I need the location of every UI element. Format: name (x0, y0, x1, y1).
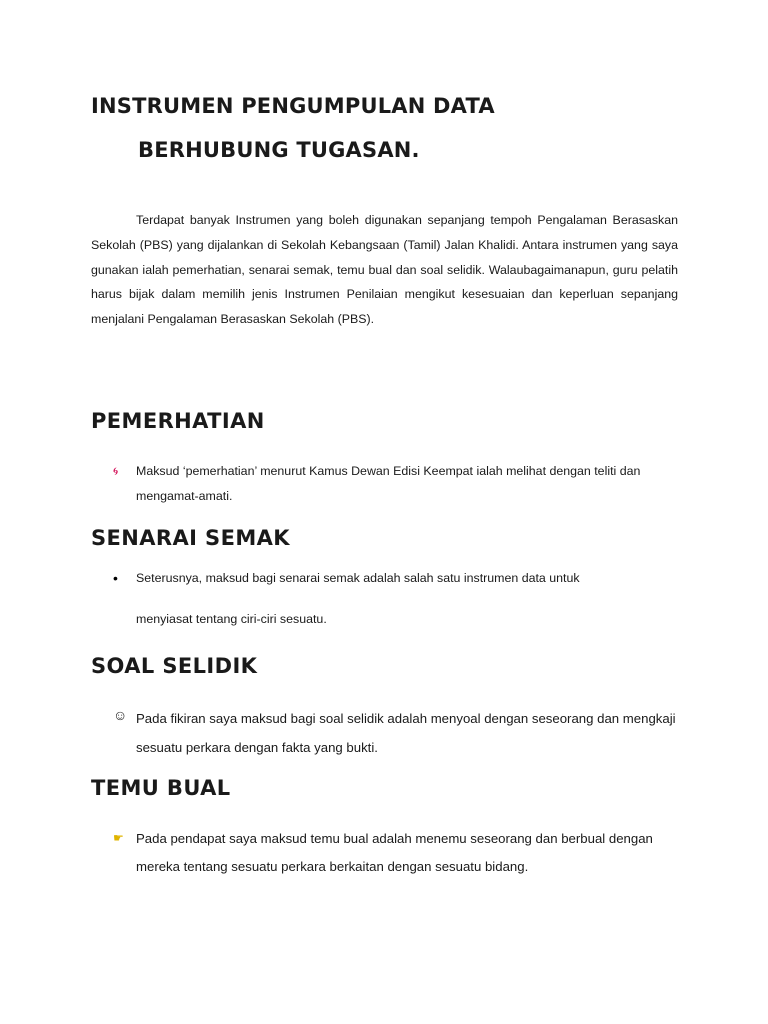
heading-temu-bual: TEMU BUAL (91, 776, 231, 800)
heading-pemerhatian: PEMERHATIAN (91, 409, 265, 433)
title-line-1: INSTRUMEN PENGUMPULAN DATA (91, 94, 495, 118)
item-senarai-semak-line-1: Seterusnya, maksud bagi senarai semak adalah salah satu instrumen data untuk (136, 571, 580, 585)
round-bullet-icon: • (113, 570, 118, 586)
item-pemerhatian: Maksud ‘pemerhatian’ menurut Kamus Dewan Edisi Keempat ialah melihat dengan teliti dan mengamat-amati. (136, 464, 641, 503)
intro-paragraph: Terdapat banyak Instrumen yang boleh digunakan sepanjang tempoh Pengalaman Berasaskan Sekolah (PBS) yang dijalankan di Sekolah Kebangsaan (Tamil) Jalan Khalidi. Antara instrumen yang saya gunakan ialah pemerhatian, senarai semak, temu bual dan soal selidik. Walaubagaimanapun, guru pelatih harus bijak dalam memilih jenis Instrumen Penilaian mengikut kesesuaian dan keperluan sepanjang menjalani Pengalaman Berasaskan Sekolah (PBS). (91, 213, 678, 327)
document-title (91, 92, 495, 164)
spiral-bullet-icon: 🌀︎ (113, 466, 119, 478)
smiley-bullet-icon: ☺ (113, 707, 128, 723)
item-senarai-semak-line-2: menyiasat tentang ciri-ciri sesuatu. (136, 612, 327, 626)
heading-soal-selidik: SOAL SELIDIK (91, 654, 258, 678)
title-line-2: BERHUBUNG TUGASAN. (138, 138, 420, 162)
item-soal-selidik: Pada fikiran saya maksud bagi soal selidik adalah menyoal dengan seseorang dan mengkaji sesuatu perkara dengan fakta yang bukti. (136, 711, 676, 755)
pointing-hand-bullet-icon: ☛ (113, 831, 124, 845)
item-temu-bual: Pada pendapat saya maksud temu bual adalah menemu seseorang dan berbual dengan mereka tentang sesuatu perkara berkaitan dengan sesuatu bidang. (136, 831, 653, 874)
heading-senarai-semak: SENARAI SEMAK (91, 526, 290, 550)
